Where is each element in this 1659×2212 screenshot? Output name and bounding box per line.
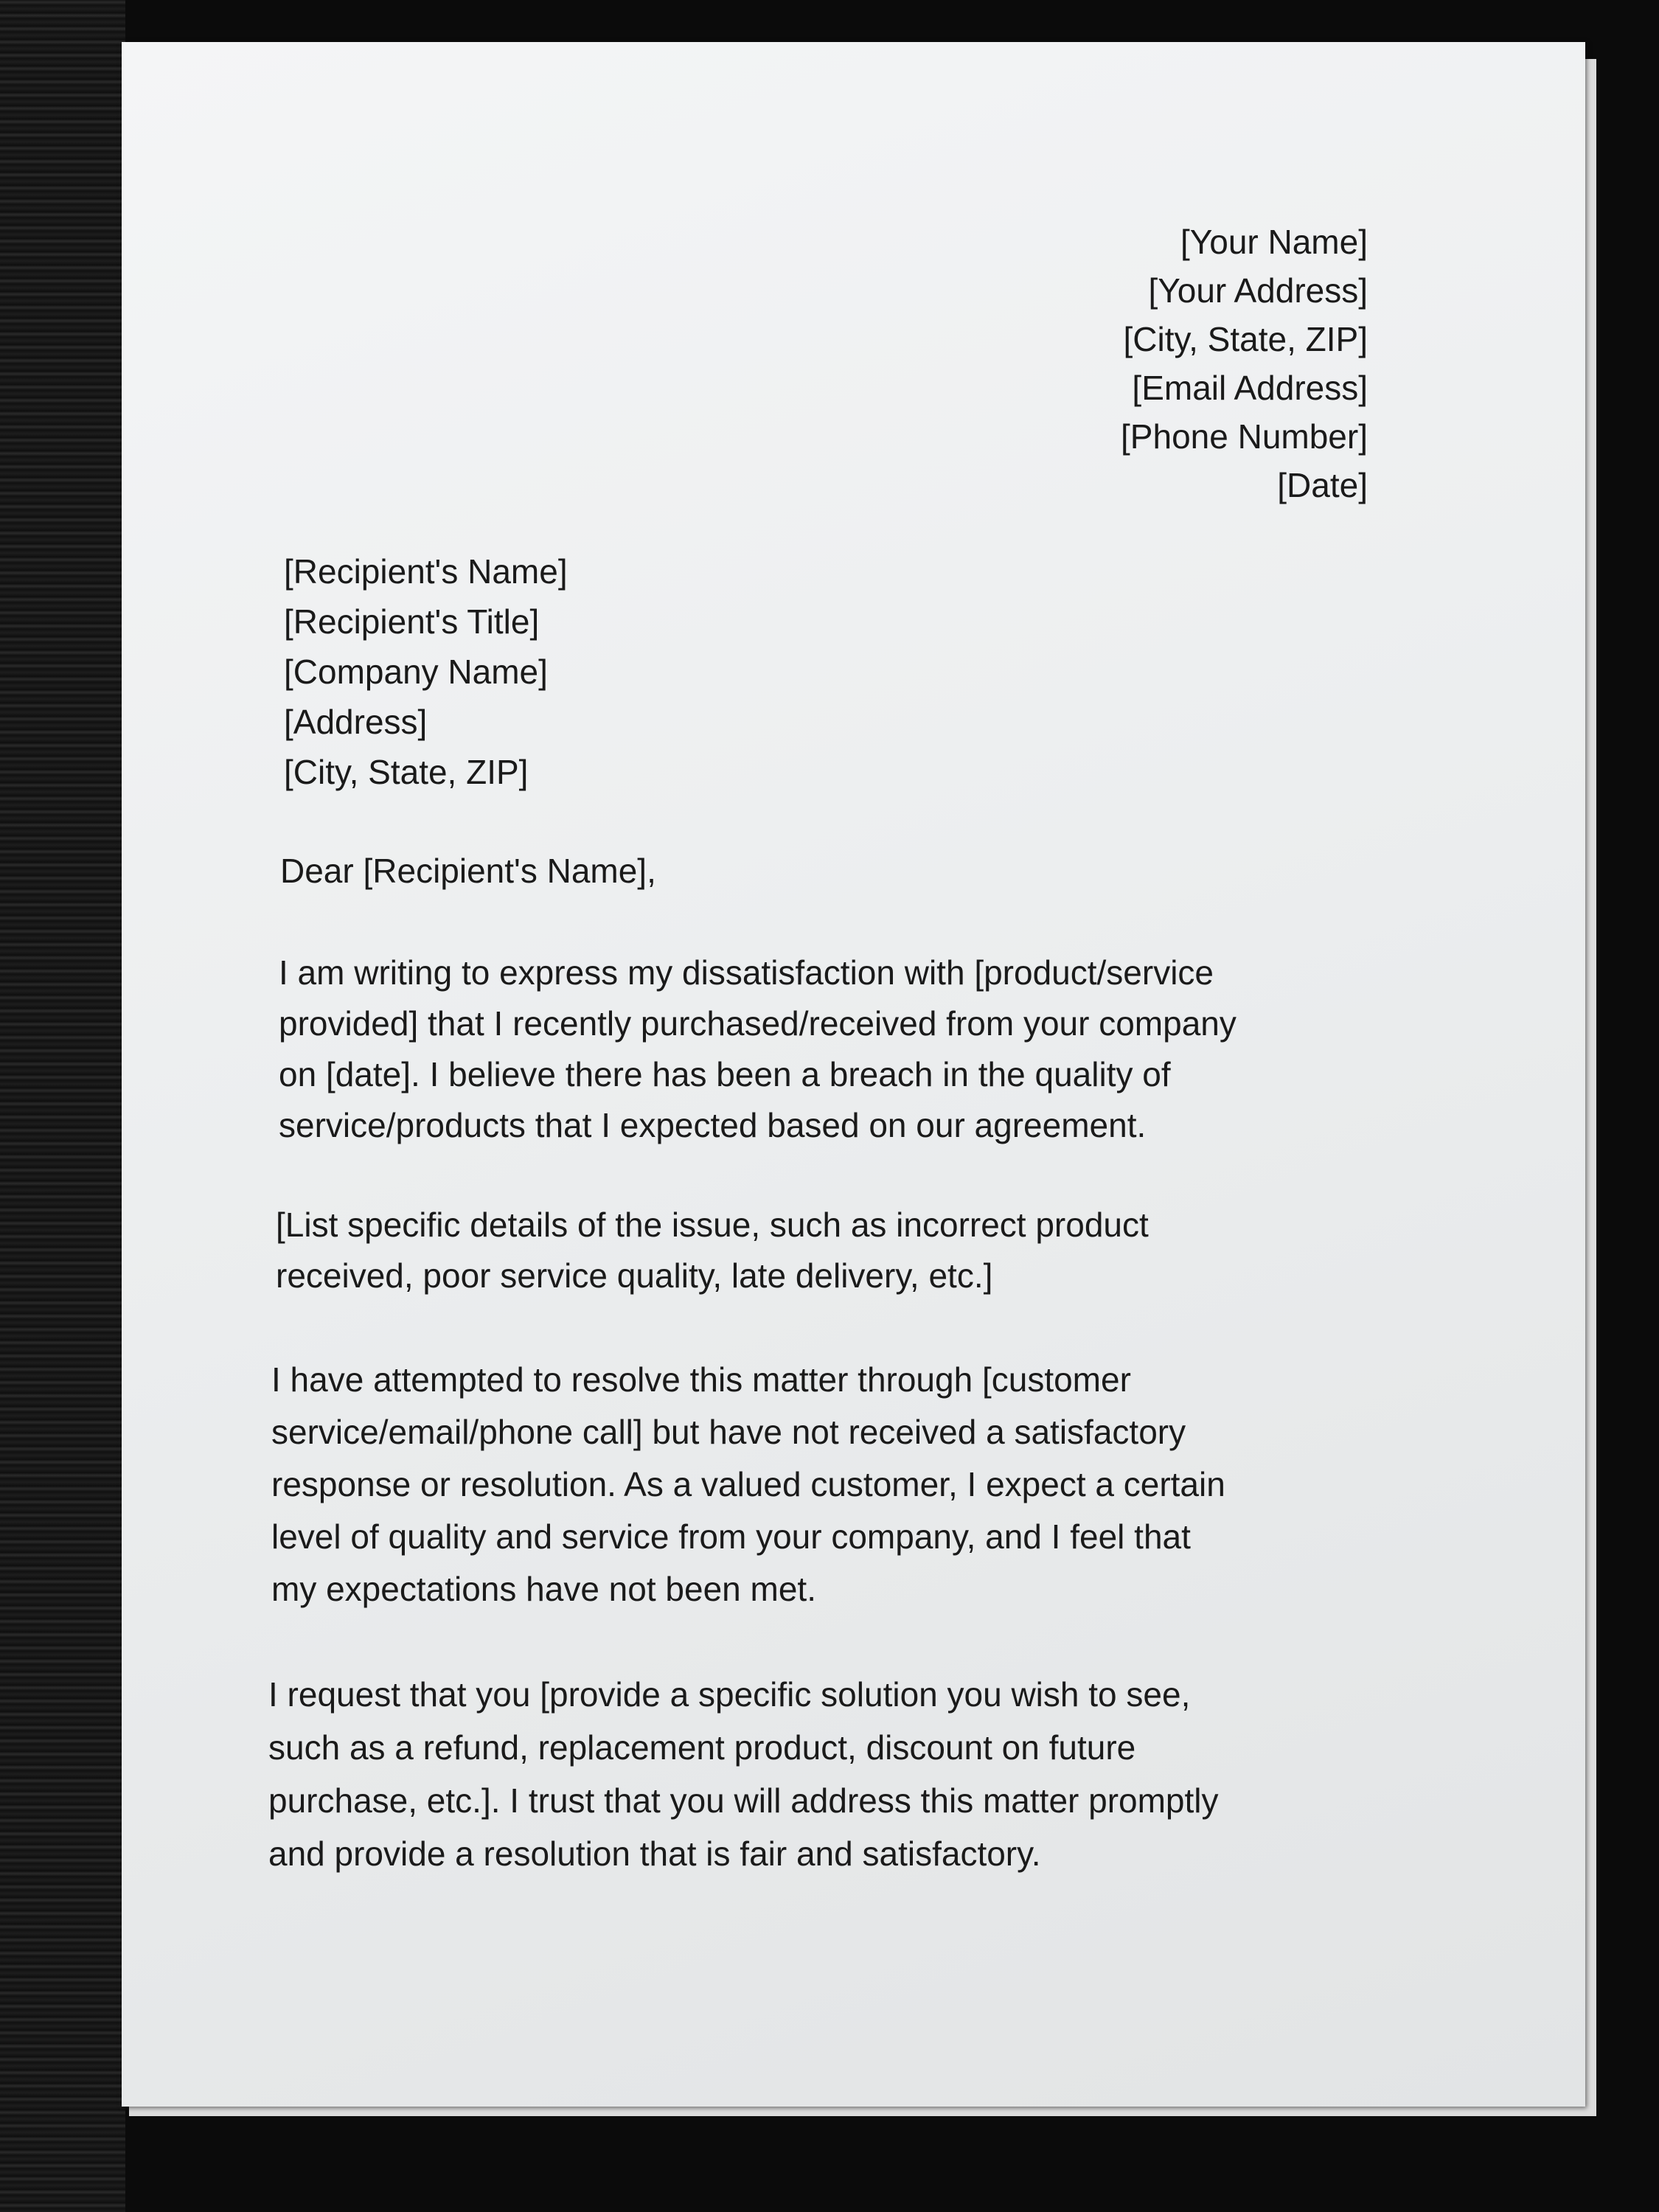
paragraph-line: such as a refund, replacement product, discount on future bbox=[268, 1728, 1136, 1767]
paragraph-line: I am writing to express my dissatisfaction with [product/service bbox=[279, 953, 1214, 992]
paragraph-line: received, poor service quality, late delivery, etc.] bbox=[276, 1256, 993, 1295]
paragraph-line: I request that you [provide a specific solution you wish to see, bbox=[268, 1675, 1191, 1714]
recipient-address: [Address] bbox=[284, 703, 428, 741]
recipient-city: [City, State, ZIP] bbox=[284, 753, 529, 791]
paragraph-2 bbox=[276, 1200, 1149, 1301]
sender-city: [City, State, ZIP] bbox=[1123, 320, 1368, 358]
paragraph-line: my expectations have not been met. bbox=[271, 1570, 816, 1608]
wooden-table-background bbox=[0, 0, 125, 2212]
paragraph-line: I have attempted to resolve this matter through [customer bbox=[271, 1360, 1131, 1399]
paragraph-line: and provide a resolution that is fair and satisfactory. bbox=[268, 1834, 1041, 1873]
paragraph-1 bbox=[279, 947, 1237, 1151]
paragraph-3 bbox=[271, 1354, 1225, 1615]
salutation: Dear [Recipient's Name], bbox=[280, 852, 656, 890]
recipient-name: [Recipient's Name] bbox=[284, 552, 568, 591]
paragraph-line: provided] that I recently purchased/received from your company bbox=[279, 1004, 1237, 1043]
sender-name: [Your Name] bbox=[1180, 223, 1368, 261]
paragraph-line: level of quality and service from your company, and I feel that bbox=[271, 1517, 1191, 1556]
paragraph-line: on [date]. I believe there has been a breach in the quality of bbox=[279, 1055, 1171, 1093]
paragraph-line: response or resolution. As a valued customer, I expect a certain bbox=[271, 1465, 1225, 1503]
paragraph-line: service/products that I expected based on our agreement. bbox=[279, 1106, 1147, 1144]
paragraph-4 bbox=[268, 1668, 1219, 1880]
letter-date: [Date] bbox=[1277, 466, 1368, 504]
paragraph-line: service/email/phone call] but have not received a satisfactory bbox=[271, 1413, 1186, 1451]
paragraph-line: purchase, etc.]. I trust that you will address this matter promptly bbox=[268, 1781, 1219, 1820]
paragraph-line: [List specific details of the issue, such as incorrect product bbox=[276, 1206, 1149, 1244]
recipient-title: [Recipient's Title] bbox=[284, 602, 540, 641]
sender-address: [Your Address] bbox=[1148, 271, 1368, 310]
recipient-block bbox=[284, 546, 568, 797]
recipient-company: [Company Name] bbox=[284, 653, 548, 691]
sender-email: [Email Address] bbox=[1132, 369, 1368, 407]
sender-block bbox=[1121, 218, 1368, 509]
sender-phone: [Phone Number] bbox=[1121, 417, 1368, 456]
